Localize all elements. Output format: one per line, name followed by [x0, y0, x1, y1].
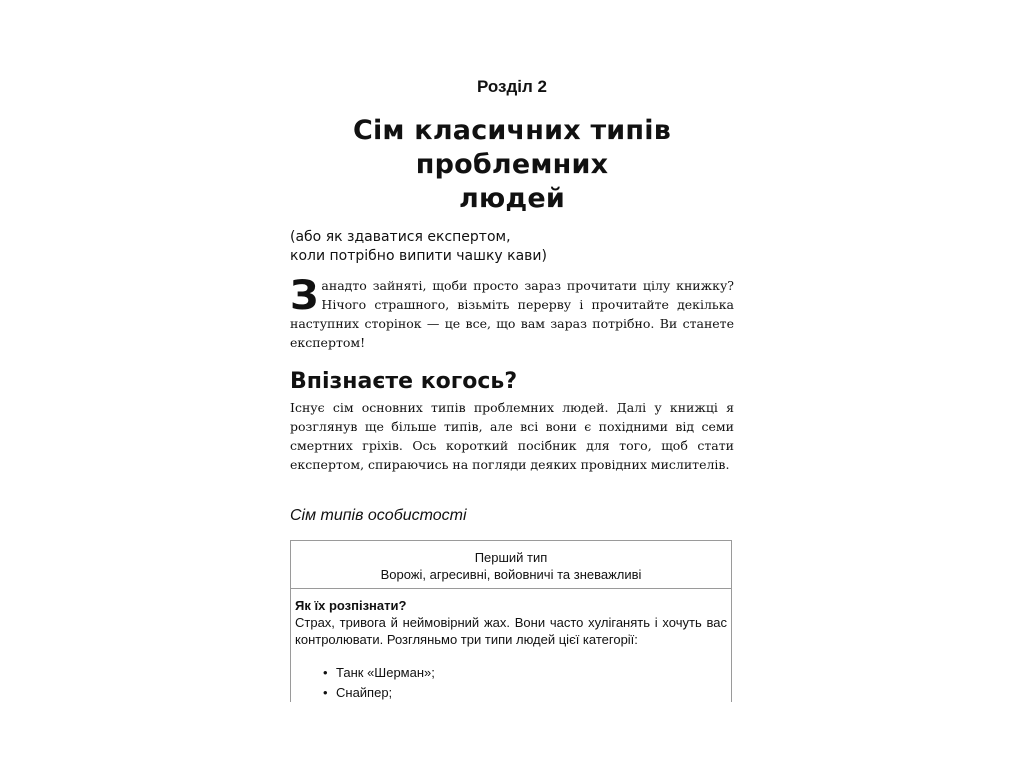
table-header-subtitle: Ворожі, агресивні, войовничі та зневажливі — [380, 567, 642, 582]
subtitle-line: коли потрібно випити чашку кави) — [290, 248, 547, 264]
section-paragraph: Існує сім основних типів проблемних людей. Далі у книжці я розглянув ще більше типів, але всі вони є похідними від семи смертних гріхів. Ось короткий посібник для того, щоб стати експертом, спираючись на погляди деяких провідних мислителів. — [290, 400, 734, 472]
drop-cap: З — [290, 273, 319, 319]
type-list — [295, 663, 727, 702]
table-header-cell — [291, 541, 731, 589]
chapter-label: Розділ 2 — [476, 77, 548, 96]
chapter-title-line: Сім класичних типів — [352, 115, 672, 146]
list-item: • Танк «Шерман»; — [331, 663, 727, 683]
section-heading: Впізнаєте когось? — [290, 369, 518, 394]
table-body-heading: Як їх розпізнати? — [295, 598, 407, 613]
intro-paragraph — [290, 273, 734, 352]
chapter-title-line: проблемних — [415, 149, 609, 180]
chapter-title — [290, 114, 734, 216]
table-header-title: Перший тип — [474, 550, 548, 565]
personality-types-table — [290, 540, 732, 702]
subtitle-line: (або як здаватися експертом, — [290, 229, 511, 245]
table-body-text: Страх, тривога й неймовірний жах. Вони часто хуліганять і хочуть вас контролювати. Розгляньмо три типи людей цієї категорії: — [295, 615, 727, 647]
list-item: • Снайпер; — [331, 683, 727, 702]
chapter-title-line: людей — [458, 183, 566, 214]
table-body-cell — [291, 589, 731, 702]
intro-text: анадто зайняті, щоби просто зараз прочитати цілу книжку? Нічого страшного, візьміть перерву і прочитайте декілька наступних сторінок — це все, що вам зараз потрібно. Ви станете експертом! — [290, 278, 734, 350]
table-caption: Сім типів особистості — [290, 507, 467, 524]
chapter-subtitle — [290, 228, 734, 266]
